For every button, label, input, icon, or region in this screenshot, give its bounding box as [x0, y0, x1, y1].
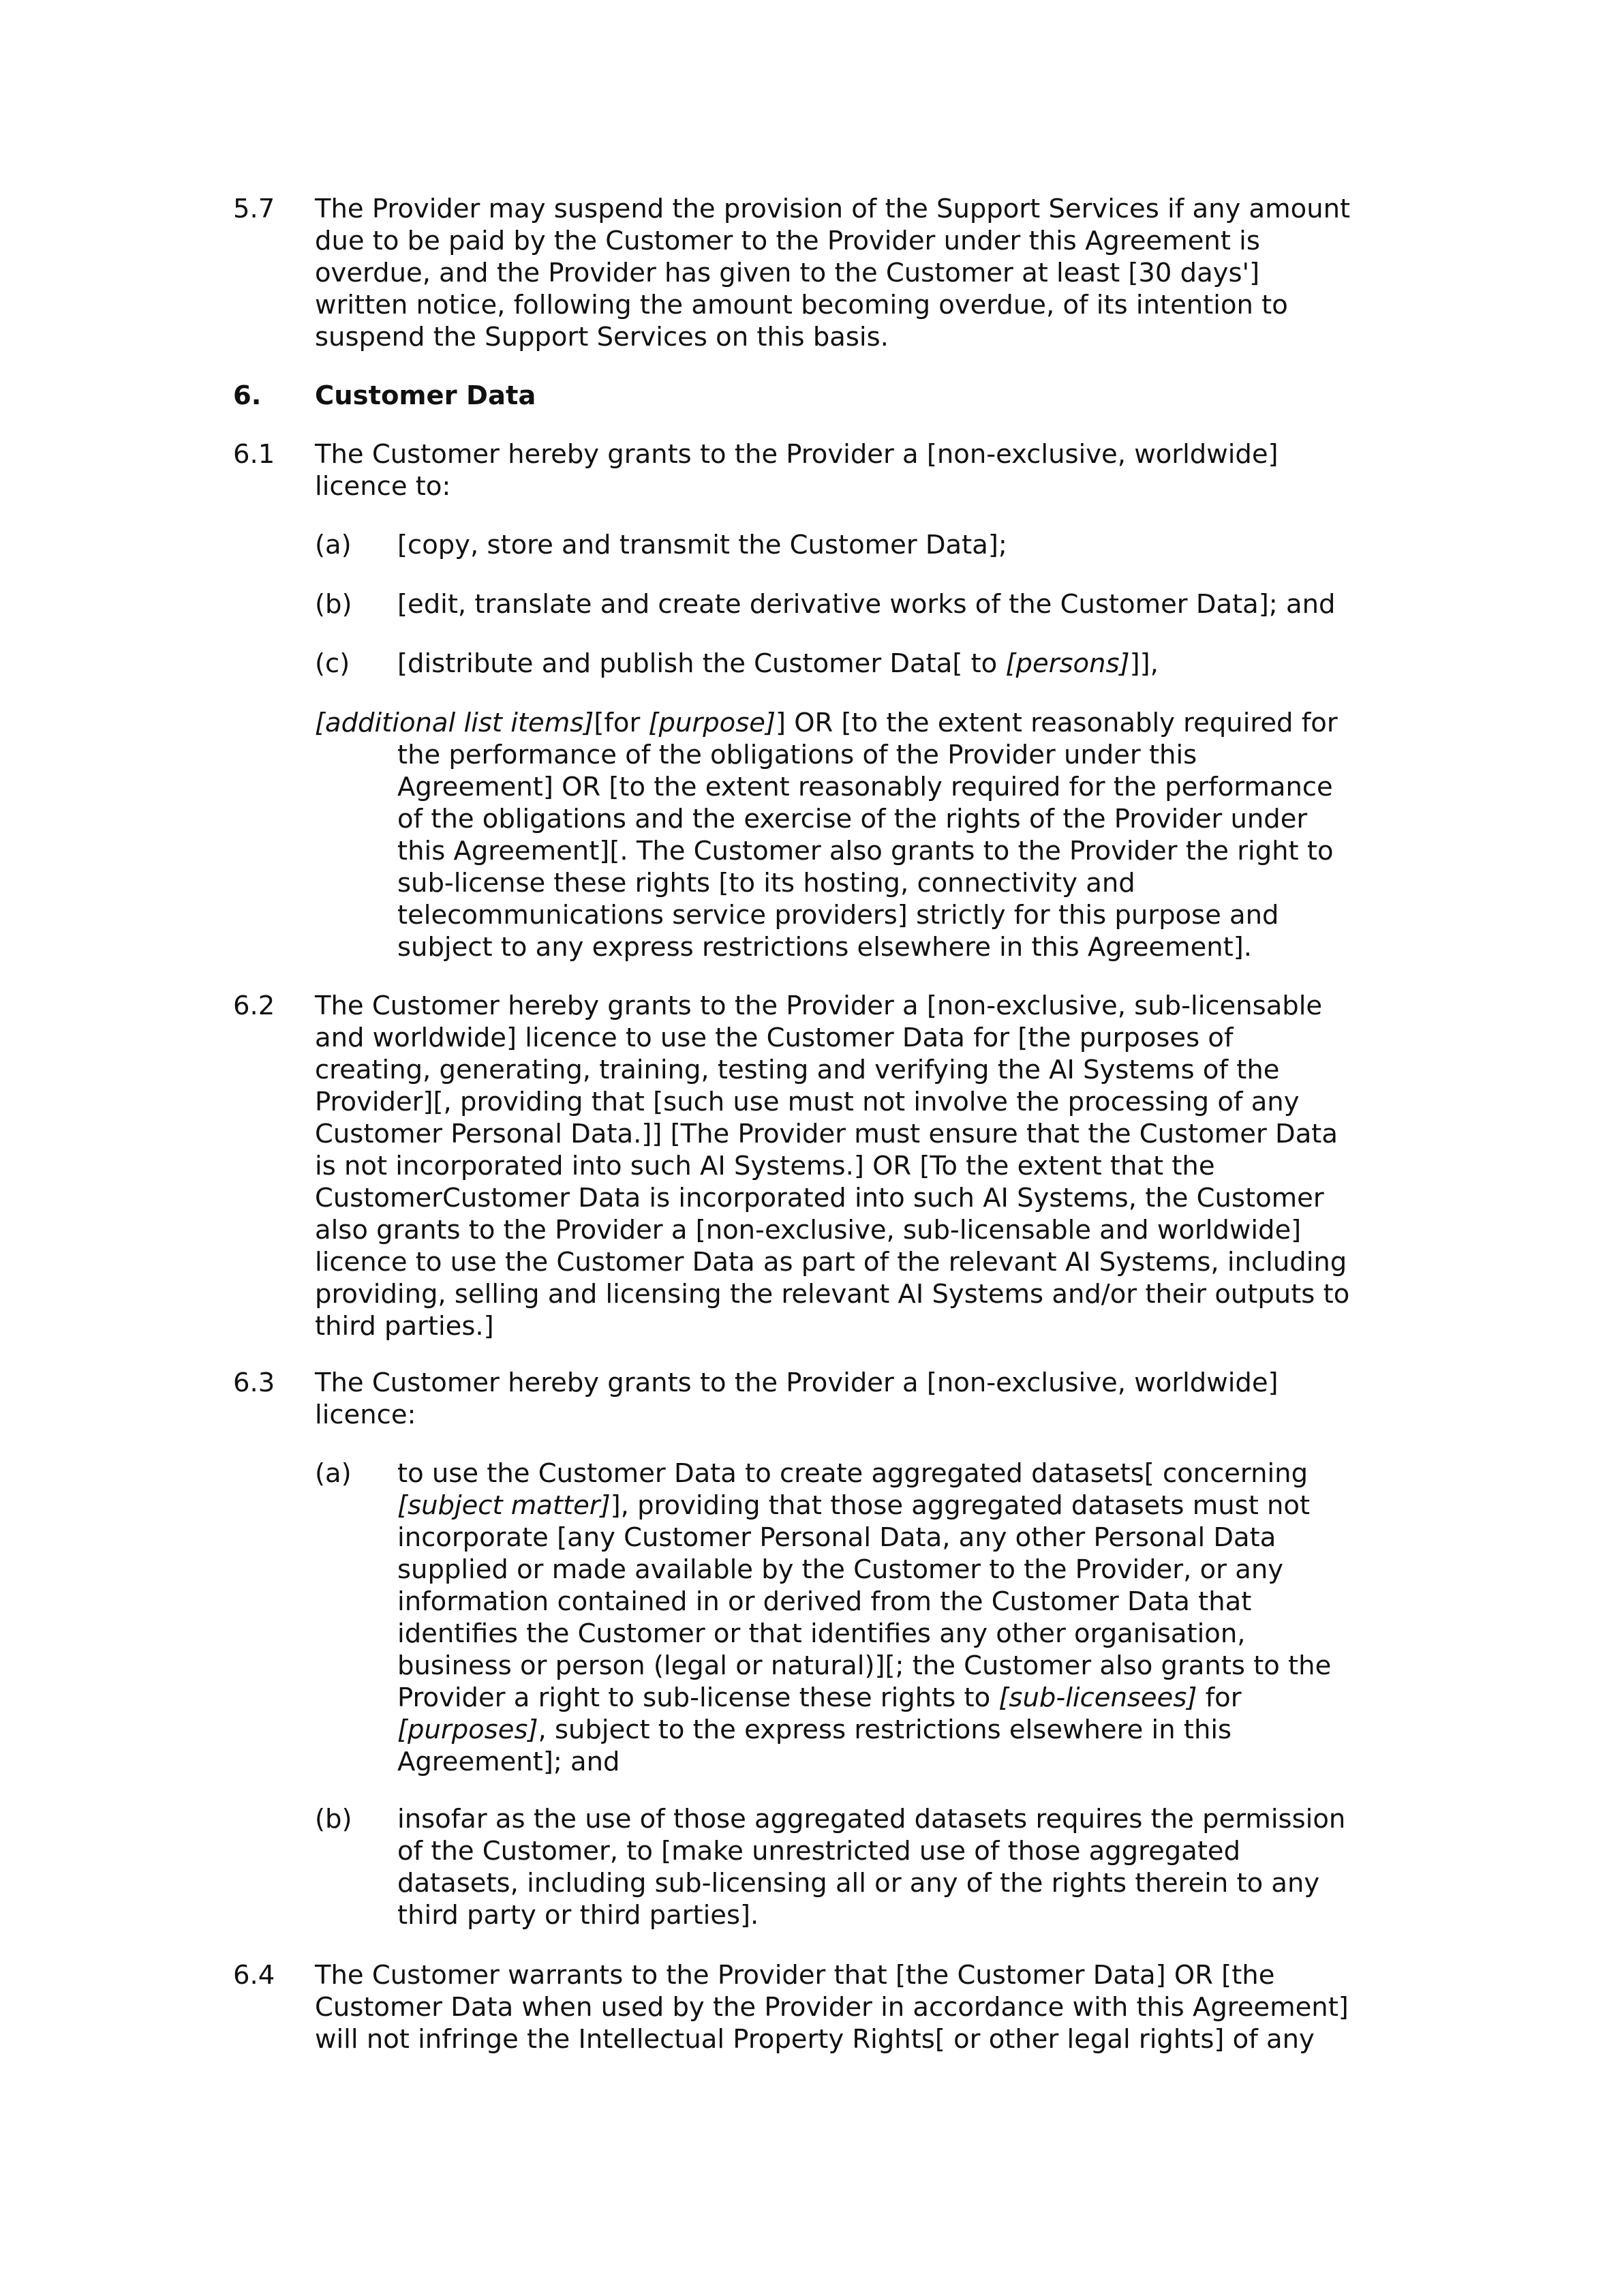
item-label: (b) — [315, 589, 352, 620]
section-title: Customer Data — [315, 380, 536, 411]
clause-text: The Customer warrants to the Provider that [the Customer Data] OR [the Customer Data when used by the Provider in accordance with this Agreement] will not infringe the Intellectual Property Rights[ or other legal rights] of any — [315, 1960, 1349, 2055]
clause-text: The Customer hereby grants to the Provider a [non-exclusive, sub-licensable and worldwide] licence to use the Customer Data for [the purposes of creating, generating, training, testing and verifying the AI Systems of the Provider][, providing that [such use must not involve the processing of any Customer Personal Data.]] [The Provider must ensure that the Customer Data is not incorporated into such AI Systems.] OR [To the extent that the CustomerCustomer Data is incorporated into such AI Systems, the Customer also grants to the Provider a [non-exclusive, sub-licensable and worldwide] licence to use the Customer Data as part of the relevant AI Systems, including providing, selling and licensing the relevant AI Systems and/or their outputs to third parties.] — [315, 991, 1350, 1342]
item-text: insofar as the use of those aggregated datasets requires the permission of the Customer, to [make unrestricted use of those aggregated datasets, including sub-licensing all or any of the rights therein to any third party or third parties]. — [397, 1804, 1346, 1931]
item-text: [copy, store and transmit the Customer Data]; — [397, 530, 1007, 560]
item-label: (a) — [315, 530, 352, 560]
clause-number: 6.4 — [233, 1960, 275, 1991]
clause-number: 6.1 — [233, 439, 275, 470]
clause-text: The Customer hereby grants to the Provider a [non-exclusive, worldwide] licence: — [315, 1368, 1279, 1430]
clause-tail-continuation: the performance of the obligations of the Provider under this Agreement] OR [to the extent reasonably required for the performance of the obligations and the exercise of the rights of the Provider under this Agreement][. The Customer also grants to the Provider the right to sub-license these rights [to its hosting, connectivity and telecommunications service providers] strictly for this purpose and subject to any express restrictions elsewhere in this Agreement]. — [397, 740, 1334, 963]
item-text: [edit, translate and create derivative works of the Customer Data]; and — [397, 589, 1336, 620]
clause-number: 5.7 — [233, 194, 275, 224]
clause-text: The Provider may suspend the provision of the Support Services if any amount due to be paid by the Customer to the Provider under this Agreement is overdue, and the Provider has given to the Customer at least [30 days'] written notice, following the amount becoming overdue, of its intention to suspend the Support Services on this basis. — [315, 194, 1351, 352]
clause-number: 6.2 — [233, 991, 275, 1021]
clause-text: The Customer hereby grants to the Provider a [non-exclusive, worldwide] licence to: — [315, 439, 1279, 502]
clause-tail-text: [additional list items][for [purpose]] OR [to the extent reasonably required for — [315, 708, 1338, 738]
item-label: (b) — [315, 1804, 352, 1834]
item-text: [distribute and publish the Customer Data[ to [persons]]], — [397, 648, 1159, 679]
item-label: (c) — [315, 648, 350, 679]
item-label: (a) — [315, 1458, 352, 1489]
item-text: to use the Customer Data to create aggregated datasets[ concerning [subject matter]], providing that those aggregated datasets must not incorporate [any Customer Personal Data, any other Personal Data supplied or made available by the Customer to the Provider, or any information contained in or derived from the Customer Data that identifies the Customer or that identifies any other organisation, business or person (legal or natural)][; the Customer also grants to the Provider a right to sub-license these rights to [sub-licensees] for [purposes], subject to the express restrictions elsewhere in this Agreement]; and — [397, 1458, 1332, 1777]
section-number: 6. — [233, 380, 262, 411]
clause-number: 6.3 — [233, 1368, 275, 1398]
